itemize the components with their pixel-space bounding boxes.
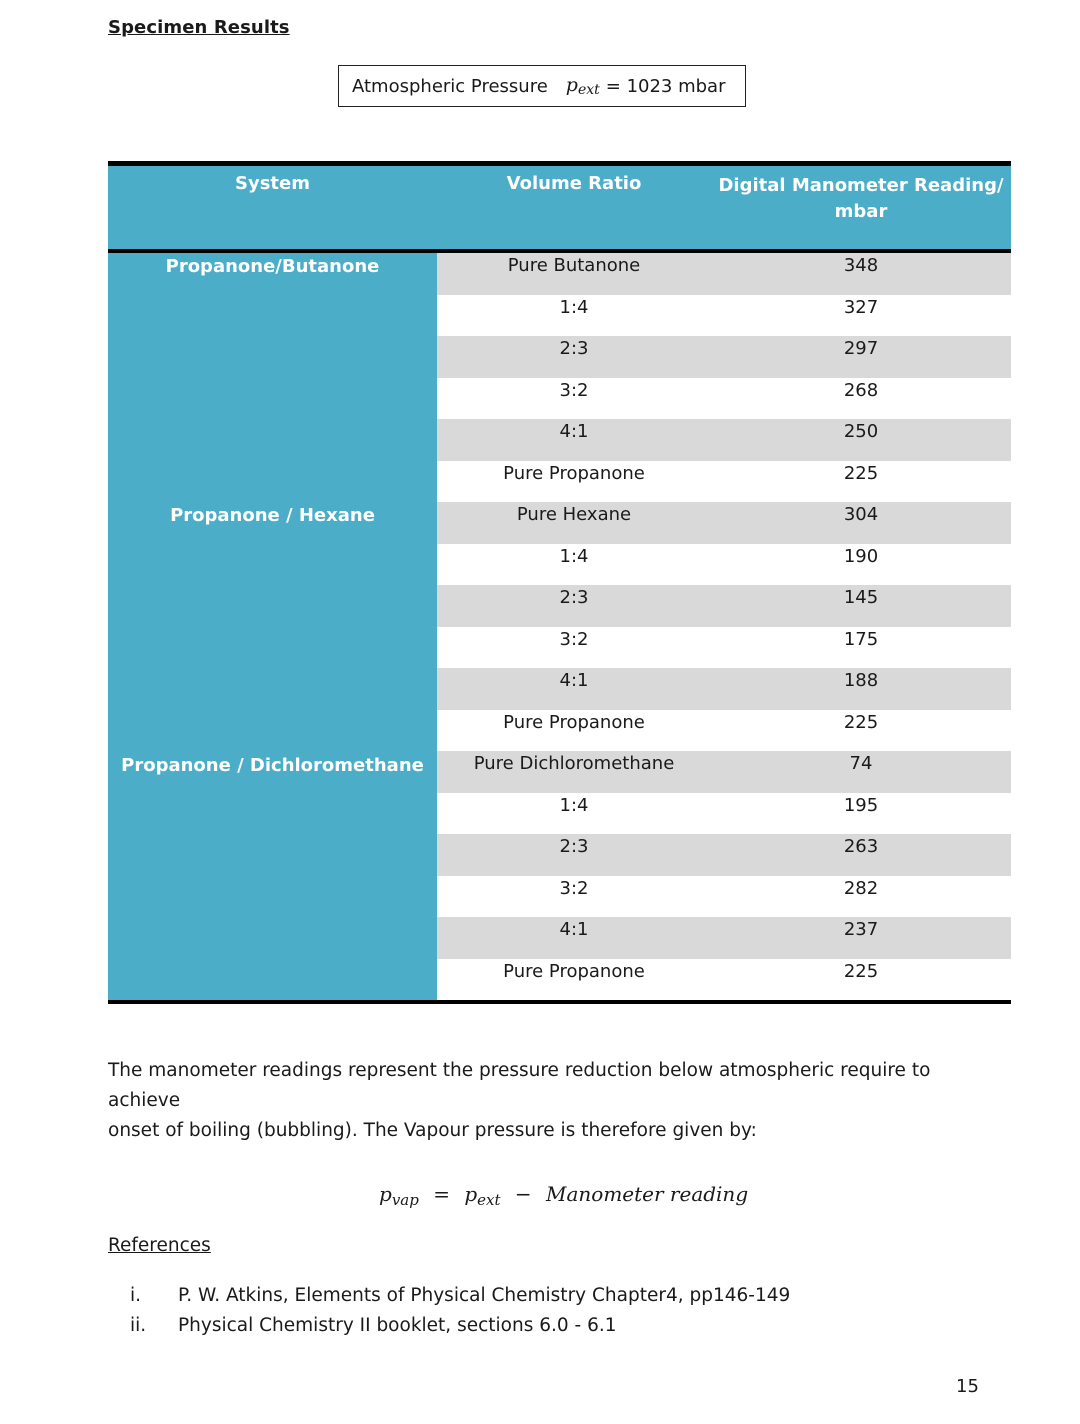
ratio-cell: 2:3: [559, 836, 589, 857]
reading-cell: 188: [843, 670, 879, 691]
formula-lhs-subscript: vap: [391, 1191, 419, 1209]
reading-cell: 175: [843, 628, 879, 650]
reading-cell: 304: [843, 504, 879, 525]
table-row: [437, 959, 1011, 1001]
header-reading-line2: mbar: [834, 201, 888, 222]
header-reading-line1: Digital Manometer Reading/: [718, 175, 1004, 196]
ratio-cell: Pure Butanone: [507, 255, 641, 276]
table-bottom-rule: [108, 1000, 1011, 1004]
reading-cell: 263: [843, 836, 879, 857]
reading-cell: 268: [843, 379, 879, 401]
table-row: [437, 544, 1011, 586]
formula-minus: −: [514, 1182, 532, 1206]
vapour-pressure-formula: [379, 1182, 748, 1209]
table-row: [437, 876, 1011, 918]
reading-cell: 237: [843, 919, 879, 940]
table-row: [437, 295, 1011, 337]
pressure-symbol-letter: p: [565, 74, 578, 96]
ratio-cell: 1:4: [559, 794, 589, 816]
ratio-cell: 1:4: [559, 296, 589, 318]
ratio-cell: 1:4: [559, 545, 589, 567]
table-header: [108, 166, 1011, 249]
table-row: [437, 834, 1011, 876]
table-row: [437, 627, 1011, 669]
paragraph-line: onset of boiling (bubbling). The Vapour pressure is therefore given by:: [108, 1120, 757, 1141]
ratio-cell: Pure Dichloromethane: [473, 753, 675, 774]
atmospheric-pressure-box: [338, 65, 746, 107]
reference-text: Physical Chemistry II booklet, sections 6.0 - 6.1: [178, 1315, 617, 1336]
explanation-paragraph: [108, 1056, 988, 1146]
ratio-cell: 3:2: [559, 877, 589, 899]
reading-cell: 282: [843, 877, 879, 899]
reading-cell: 74: [849, 753, 873, 774]
ratio-cell: 2:3: [559, 587, 589, 608]
table-row: [437, 419, 1011, 461]
table-row: [437, 585, 1011, 627]
table-body: [108, 253, 1011, 1000]
table-row: [437, 668, 1011, 710]
ratio-cell: Pure Propanone: [503, 711, 645, 733]
reference-number: i.: [130, 1285, 142, 1306]
header-volume-ratio: Volume Ratio: [506, 173, 642, 194]
header-manometer-reading: [711, 166, 1011, 249]
system-label: Propanone / Dichloromethane: [121, 755, 424, 776]
atmospheric-pressure-value: = 1023 mbar: [605, 75, 726, 97]
ratio-cell: 3:2: [559, 379, 589, 401]
reading-cell: 190: [843, 545, 879, 567]
reference-text: P. W. Atkins, Elements of Physical Chemistry Chapter4, pp146-149: [178, 1285, 791, 1306]
system-label: Propanone/Butanone: [165, 256, 380, 277]
system-label: Propanone / Hexane: [170, 505, 375, 526]
ratio-cell: Pure Hexane: [516, 504, 632, 525]
table-row: [437, 378, 1011, 420]
reading-cell: 225: [843, 960, 879, 982]
table-row: [437, 461, 1011, 503]
ratio-cell: 3:2: [559, 628, 589, 650]
paragraph-line: The manometer readings represent the pressure reduction below atmospheric require to achieve: [108, 1060, 931, 1111]
reading-cell: 348: [843, 255, 879, 276]
table-row: [437, 336, 1011, 378]
references-heading: References: [108, 1235, 211, 1256]
header-system: System: [235, 173, 310, 194]
atmospheric-pressure-label: Atmospheric Pressure: [352, 75, 548, 97]
reference-item: [108, 1285, 790, 1306]
table-row: [437, 751, 1011, 793]
ratio-cell: 4:1: [559, 670, 589, 691]
reading-cell: 225: [843, 711, 879, 733]
reference-number: ii.: [130, 1315, 147, 1336]
table-row: [437, 253, 1011, 295]
pressure-symbol: [566, 74, 600, 98]
reading-cell: 195: [843, 794, 879, 816]
results-table: [108, 161, 1011, 1004]
ratio-cell: Pure Propanone: [503, 462, 645, 484]
ratio-cell: Pure Propanone: [503, 960, 645, 982]
reading-cell: 225: [843, 462, 879, 484]
reading-cell: 145: [843, 587, 879, 608]
table-row: [437, 502, 1011, 544]
ratio-cell: 4:1: [559, 919, 589, 940]
table-row: [437, 710, 1011, 752]
reading-cell: 327: [843, 296, 879, 318]
formula-rest: Manometer reading: [546, 1182, 749, 1206]
table-rows: [437, 253, 1011, 1000]
formula-lhs: p: [379, 1182, 392, 1206]
section-heading: Specimen Results: [108, 17, 290, 38]
table-row: [437, 793, 1011, 835]
ratio-cell: 2:3: [559, 338, 589, 359]
ratio-cell: 4:1: [559, 421, 589, 442]
pressure-symbol-subscript: ext: [577, 82, 600, 98]
table-row: [437, 917, 1011, 959]
system-column: [108, 253, 437, 1000]
reference-item: [108, 1315, 617, 1336]
reading-cell: 297: [843, 338, 879, 359]
formula-equals: =: [433, 1182, 450, 1206]
reading-cell: 250: [843, 421, 879, 442]
page-number: 15: [956, 1376, 979, 1397]
formula-p: p: [464, 1182, 478, 1206]
formula-p-subscript: ext: [477, 1191, 501, 1209]
